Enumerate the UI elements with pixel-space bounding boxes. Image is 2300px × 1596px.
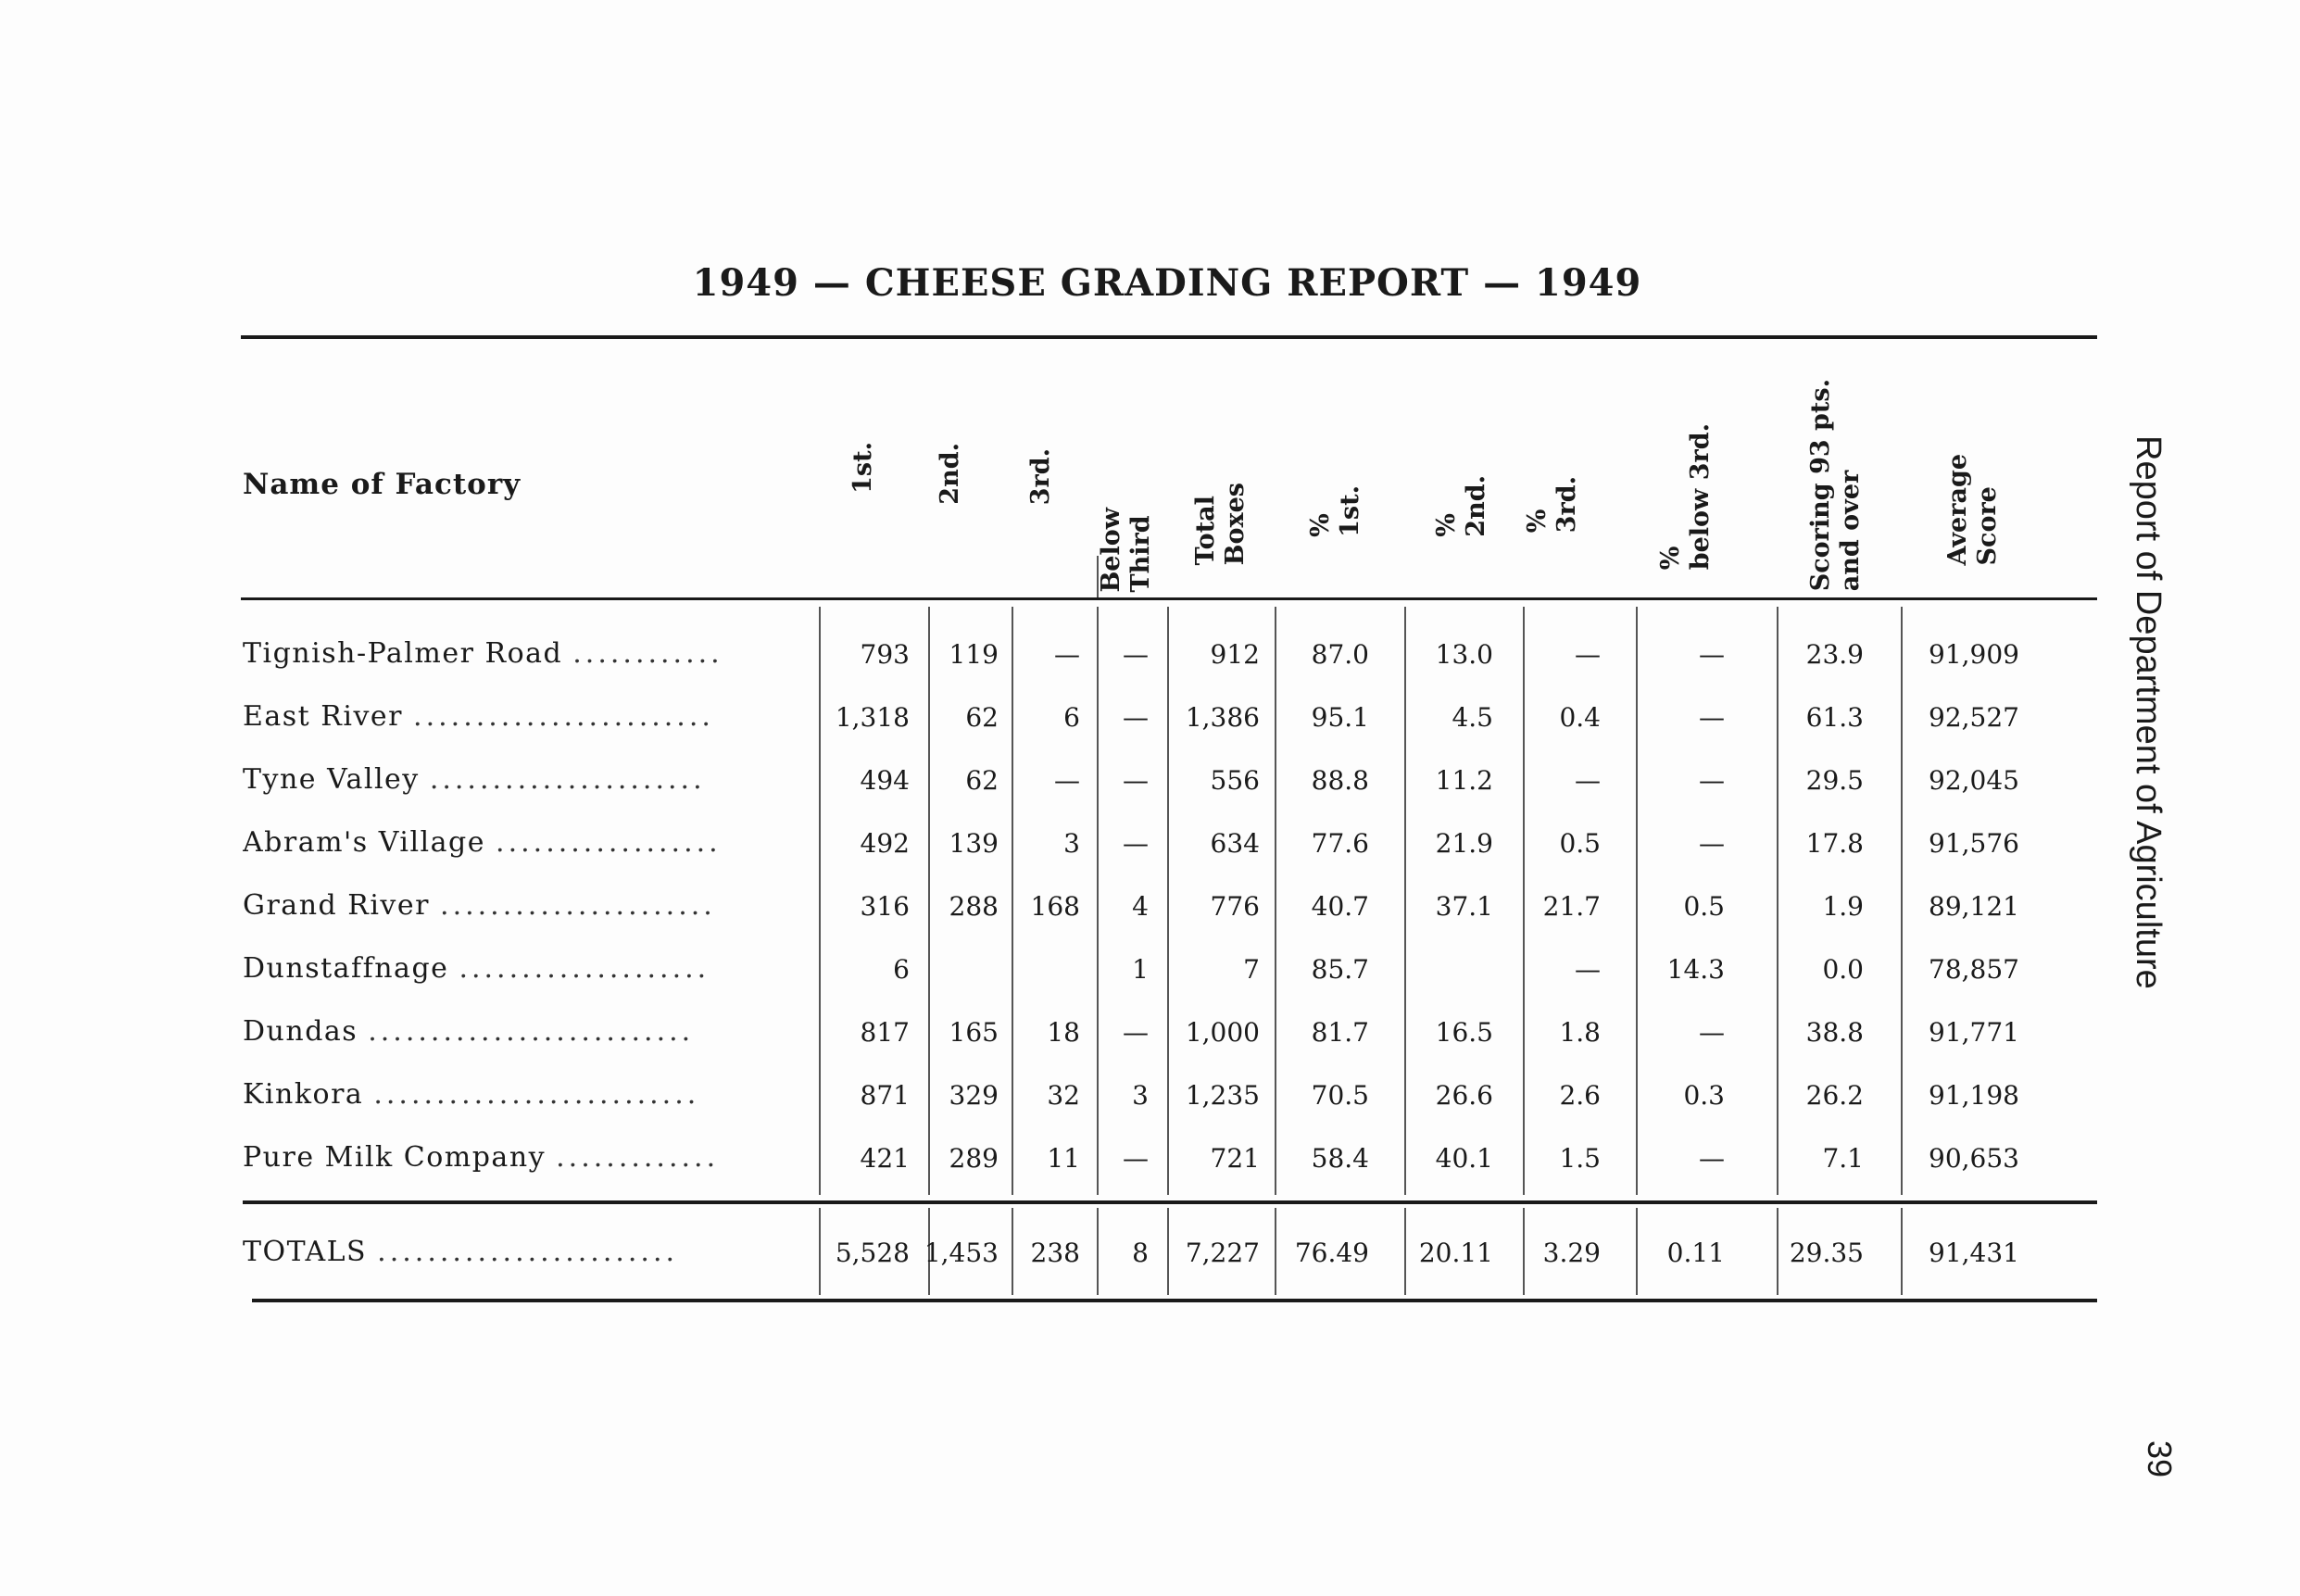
cell-second: 119: [949, 639, 999, 670]
cell-pct-first: 77.6: [1311, 828, 1369, 859]
leader-dots: ......................: [429, 763, 706, 796]
cell-second: 329: [949, 1080, 999, 1111]
factory-name-cell: [243, 700, 798, 733]
cell-below: 1: [1132, 954, 1149, 985]
cell-second: 62: [965, 702, 999, 733]
cell-total: 1,000: [1185, 1017, 1260, 1048]
cell-pct-below: 0.5: [1683, 891, 1725, 922]
column-header-pct-below-line1: %: [1656, 546, 1685, 570]
cell-pct-third: 0.4: [1559, 702, 1601, 733]
cell-scoring: 17.8: [1805, 828, 1864, 859]
cell-below: —: [1123, 1143, 1149, 1174]
column-header-second: [936, 443, 965, 505]
cell-avg: 91,576: [1929, 828, 2019, 859]
factory-name: Kinkora: [243, 1078, 364, 1111]
leader-dots: ......................: [440, 889, 716, 922]
cell-third: —: [1054, 639, 1080, 670]
cell-pct-below: —: [1699, 702, 1725, 733]
factory-name-cell: [243, 1141, 798, 1174]
cell-below: —: [1123, 639, 1149, 670]
cell-avg: 92,045: [1929, 765, 2019, 796]
column-header-pct-first-line1: %: [1306, 513, 1335, 537]
cell-total: 634: [1210, 828, 1260, 859]
cell-first: 871: [860, 1080, 910, 1111]
cell-first: 492: [860, 828, 910, 859]
cell-third: —: [1054, 765, 1080, 796]
factory-name: Dunstaffnage: [243, 952, 449, 985]
column-header-scoring: [1806, 379, 1866, 591]
factory-name-cell: [243, 952, 798, 985]
cell-pct-third: —: [1575, 765, 1601, 796]
cell-avg: 78,857: [1929, 954, 2019, 985]
column-header-total-line1: Total: [1191, 495, 1220, 565]
cell-third: 32: [1047, 1080, 1080, 1111]
cell-below: 8: [1132, 1238, 1149, 1268]
cell-pct-third: 1.5: [1559, 1143, 1601, 1174]
cell-first: 421: [860, 1143, 910, 1174]
cell-second: 62: [965, 765, 999, 796]
column-header-first: [848, 442, 878, 494]
side-label: Report of Department of Agriculture: [2129, 435, 2168, 989]
cell-pct-third: 21.7: [1542, 891, 1601, 922]
cell-pct-first: 87.0: [1311, 639, 1369, 670]
leader-dots: ....................: [459, 952, 710, 985]
column-header-first-text: 1st.: [848, 442, 877, 494]
cell-pct-second: 21.9: [1435, 828, 1493, 859]
cell-below: —: [1123, 702, 1149, 733]
cell-pct-first: 58.4: [1311, 1143, 1369, 1174]
cell-pct-third: —: [1575, 639, 1601, 670]
column-header-pct-third: [1523, 476, 1582, 533]
column-header-second-text: 2nd.: [936, 443, 964, 505]
cell-pct-third: 3.29: [1542, 1238, 1601, 1268]
column-header-total-line2: Boxes: [1221, 482, 1250, 565]
cell-third: 3: [1063, 828, 1080, 859]
cell-scoring: 38.8: [1805, 1017, 1864, 1048]
factory-name: East River: [243, 700, 403, 733]
cell-second: 165: [949, 1017, 999, 1048]
cell-pct-second: 40.1: [1435, 1143, 1493, 1174]
cell-pct-first: 70.5: [1311, 1080, 1369, 1111]
column-header-pct-second-line1: %: [1432, 513, 1461, 537]
cell-pct-first: 40.7: [1311, 891, 1369, 922]
column-header-pct-third-line1: %: [1523, 509, 1552, 533]
cell-avg: 89,121: [1929, 891, 2019, 922]
column-header-avg-line2: Score: [1973, 485, 2002, 565]
column-header-below-third-line2: Third: [1126, 515, 1155, 593]
cell-below: —: [1123, 1017, 1149, 1048]
factory-name: Tignish-Palmer Road: [243, 637, 563, 670]
cell-pct-first: 76.49: [1294, 1238, 1369, 1268]
cell-first: 494: [860, 765, 910, 796]
factory-name-cell: [243, 1236, 798, 1268]
cell-pct-third: —: [1575, 954, 1601, 985]
cell-scoring: 7.1: [1822, 1143, 1864, 1174]
cell-total: 1,235: [1185, 1080, 1260, 1111]
page-number: 39: [2141, 1440, 2179, 1478]
cell-first: 6: [893, 954, 910, 985]
column-header-pct-below: [1656, 423, 1716, 570]
leader-dots: ........................: [413, 700, 714, 733]
column-header-pct-first: [1306, 485, 1365, 537]
cell-first: 793: [860, 639, 910, 670]
cell-pct-second: 26.6: [1435, 1080, 1493, 1111]
factory-name-cell: [243, 763, 798, 796]
factory-name-cell: [243, 1015, 798, 1048]
cell-avg: 91,431: [1929, 1238, 2019, 1268]
cell-first: 1,318: [835, 702, 910, 733]
cell-third: 11: [1047, 1143, 1080, 1174]
bottom-rule: [252, 1299, 2097, 1302]
cell-total: 721: [1210, 1143, 1260, 1174]
cell-scoring: 29.5: [1805, 765, 1864, 796]
cell-avg: 90,653: [1929, 1143, 2019, 1174]
column-header-avg-line1: Average: [1943, 453, 1972, 565]
factory-name-cell: [243, 826, 798, 859]
cell-total: 7: [1243, 954, 1260, 985]
cell-total: 776: [1210, 891, 1260, 922]
column-header-average-score: [1943, 454, 2003, 566]
cell-scoring: 0.0: [1822, 954, 1864, 985]
column-header-name: Name of Factory: [243, 468, 522, 501]
column-header-pct-second: [1432, 475, 1491, 537]
column-header-pct-first-line2: 1st.: [1336, 485, 1364, 537]
column-header-total-boxes: [1191, 483, 1251, 565]
column-header-third-text: 3rd.: [1026, 447, 1055, 505]
cell-below: 4: [1132, 891, 1149, 922]
factory-name-cell: [243, 637, 798, 670]
cell-pct-third: 2.6: [1559, 1080, 1601, 1111]
cell-first: 316: [860, 891, 910, 922]
cell-second: 1,453: [924, 1238, 999, 1268]
factory-name-cell: [243, 1078, 798, 1111]
leader-dots: ..........................: [368, 1015, 695, 1048]
column-divider: [819, 1208, 821, 1295]
cell-pct-third: 0.5: [1559, 828, 1601, 859]
column-header-below-third: [1097, 508, 1156, 593]
cell-scoring: 61.3: [1805, 702, 1864, 733]
column-header-scoring-line2: and over: [1836, 470, 1865, 591]
cell-pct-below: —: [1699, 828, 1725, 859]
column-header-third: [1026, 448, 1056, 505]
cell-pct-second: 37.1: [1435, 891, 1493, 922]
cell-second: 139: [949, 828, 999, 859]
cell-pct-first: 81.7: [1311, 1017, 1369, 1048]
cell-third: 238: [1030, 1238, 1080, 1268]
cell-total: 556: [1210, 765, 1260, 796]
cell-pct-below: 0.3: [1683, 1080, 1725, 1111]
column-header-pct-third-line2: 3rd.: [1552, 475, 1581, 533]
factory-name: Abram's Village: [243, 826, 485, 859]
column-header-pct-second-line2: 2nd.: [1462, 475, 1490, 537]
header-rule: [241, 597, 2097, 600]
cell-pct-second: 13.0: [1435, 639, 1493, 670]
cell-pct-below: —: [1699, 639, 1725, 670]
cell-avg: 91,909: [1929, 639, 2019, 670]
column-header-scoring-line1: Scoring 93 pts.: [1806, 378, 1835, 591]
cell-pct-below: —: [1699, 1017, 1725, 1048]
cell-third: 6: [1063, 702, 1080, 733]
cell-pct-second: 4.5: [1452, 702, 1493, 733]
cell-scoring: 1.9: [1822, 891, 1864, 922]
cell-second: 288: [949, 891, 999, 922]
cell-below: —: [1123, 765, 1149, 796]
cell-below: —: [1123, 828, 1149, 859]
leader-dots: ..................: [496, 826, 722, 859]
leader-dots: .............: [556, 1141, 720, 1174]
cell-total: 1,386: [1185, 702, 1260, 733]
cell-avg: 92,527: [1929, 702, 2019, 733]
cell-pct-below: —: [1699, 1143, 1725, 1174]
factory-name: Grand River: [243, 889, 430, 922]
cell-pct-second: 20.11: [1418, 1238, 1493, 1268]
column-header-pct-below-line2: below 3rd.: [1686, 422, 1715, 570]
cell-avg: 91,771: [1929, 1017, 2019, 1048]
page-title: 1949 — CHEESE GRADING REPORT — 1949: [692, 261, 1642, 305]
cell-pct-second: 11.2: [1435, 765, 1493, 796]
leader-dots: ............: [572, 637, 723, 670]
factory-name: Tyne Valley: [243, 763, 420, 796]
cell-total: 912: [1210, 639, 1260, 670]
cell-scoring: 26.2: [1805, 1080, 1864, 1111]
cell-pct-below: —: [1699, 765, 1725, 796]
cell-below: 3: [1132, 1080, 1149, 1111]
factory-name-cell: [243, 889, 798, 922]
totals-top-rule: [243, 1200, 2097, 1204]
cell-pct-first: 95.1: [1311, 702, 1369, 733]
column-header-below-third-line1: Below: [1097, 508, 1125, 593]
leader-dots: ..........................: [373, 1078, 700, 1111]
cell-third: 168: [1030, 891, 1080, 922]
column-divider: [819, 607, 821, 1195]
cell-pct-below: 0.11: [1666, 1238, 1725, 1268]
cell-total: 7,227: [1185, 1238, 1260, 1268]
cell-scoring: 23.9: [1805, 639, 1864, 670]
cell-second: 289: [949, 1143, 999, 1174]
cell-third: 18: [1047, 1017, 1080, 1048]
cell-first: 817: [860, 1017, 910, 1048]
cell-pct-third: 1.8: [1559, 1017, 1601, 1048]
cell-avg: 91,198: [1929, 1080, 2019, 1111]
cell-pct-second: 16.5: [1435, 1017, 1493, 1048]
cell-first: 5,528: [835, 1238, 910, 1268]
factory-name: Pure Milk Company: [243, 1141, 547, 1174]
cell-scoring: 29.35: [1789, 1238, 1864, 1268]
factory-name: TOTALS: [243, 1236, 368, 1268]
cell-pct-below: 14.3: [1666, 954, 1725, 985]
top-rule: [241, 335, 2097, 339]
leader-dots: ........................: [377, 1236, 679, 1268]
cell-pct-first: 85.7: [1311, 954, 1369, 985]
factory-name: Dundas: [243, 1015, 358, 1048]
cell-pct-first: 88.8: [1311, 765, 1369, 796]
